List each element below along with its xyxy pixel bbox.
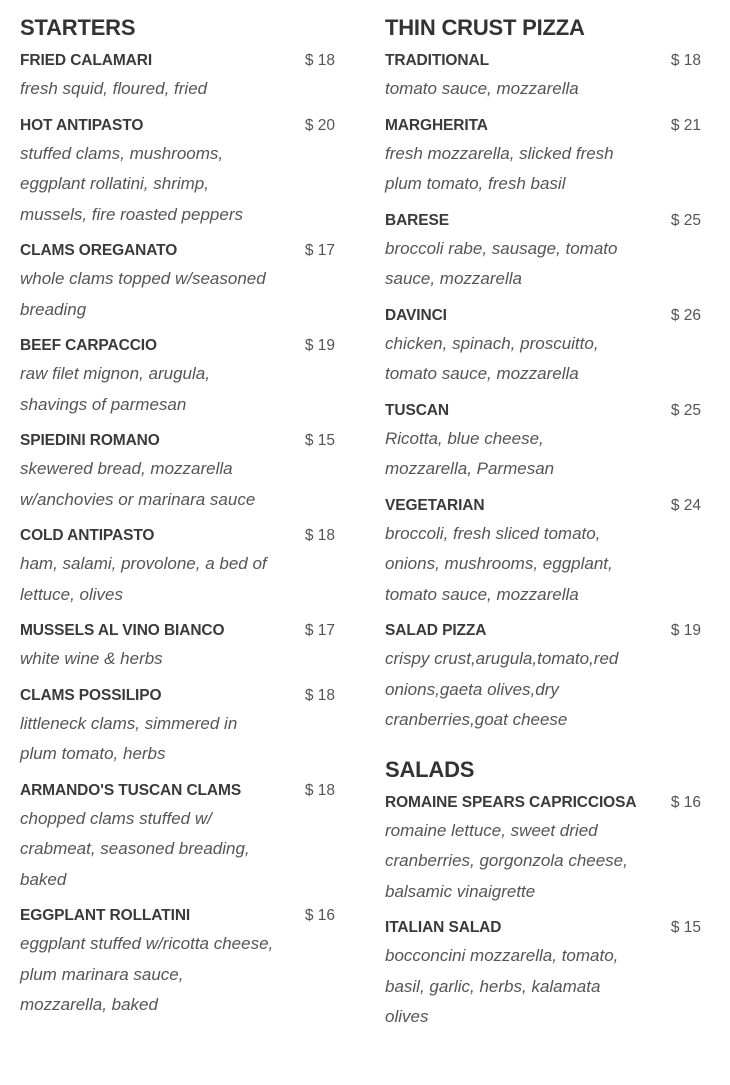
menu-item [385, 400, 701, 485]
menu-item-price: $ 16 [304, 907, 335, 924]
menu-item-name: DAVINCI [385, 306, 447, 324]
menu-item [20, 335, 335, 420]
menu-item-description: chopped clams stuffed w/ crabmeat, seasoned breading, baked [20, 808, 250, 889]
menu-item-price: $ 18 [304, 686, 335, 704]
menu-item-description: littleneck clams, simmered in plum tomato, herbs [20, 713, 238, 763]
menu-item-header [385, 50, 701, 72]
menu-item-name: BARESE [385, 211, 449, 229]
menu-item-description: stuffed clams, mushrooms, eggplant rollatini, shrimp, mussels, fire roasted peppers [20, 143, 243, 224]
menu-item-name: COLD ANTIPASTO [20, 527, 155, 544]
menu-item [20, 240, 335, 325]
menu-item-header [385, 115, 701, 137]
salads-list [385, 792, 701, 1033]
menu-item-price: $ 17 [304, 242, 335, 259]
menu-item-name: CLAMS OREGANATO [20, 242, 178, 259]
menu-item-description: Ricotta, blue cheese, mozzarella, Parmesan [385, 428, 555, 478]
menu-item-price: $ 18 [304, 52, 335, 69]
menu-item-description: ham, salami, provolone, a bed of lettuce, olives [20, 554, 267, 604]
menu-item [385, 115, 701, 200]
menu-item-description: broccoli rabe, sausage, tomato sauce, mozzarella [385, 238, 618, 288]
menu-item-name: TRADITIONAL [385, 52, 489, 69]
menu-item [20, 525, 335, 610]
menu-item-description: crispy crust,arugula,tomato,red onions,gaeta olives,dry cranberries,goat cheese [385, 649, 619, 729]
menu-item-price: $ 26 [670, 306, 701, 324]
menu-item-description: fresh mozzarella, slicked fresh plum tomato, fresh basil [385, 143, 614, 193]
menu-item-price: $ 15 [304, 432, 335, 449]
starters-heading: STARTERS [20, 15, 136, 40]
menu-item-price: $ 19 [304, 337, 335, 354]
menu-item-name: SPIEDINI ROMANO [20, 432, 160, 449]
menu-item-name: EGGPLANT ROLLATINI [20, 907, 191, 924]
menu-item-price: $ 25 [670, 401, 701, 419]
menu-item-header [20, 240, 335, 262]
menu-item [385, 917, 701, 1033]
menu-item-name: MUSSELS AL VINO BIANCO [20, 622, 225, 639]
menu-item [20, 50, 335, 105]
menu-item-header [20, 685, 335, 707]
menu-item [20, 620, 335, 675]
menu-item-header [20, 335, 335, 357]
menu-item-name: HOT ANTIPASTO [20, 116, 144, 134]
starters-list [20, 50, 335, 1021]
menu-item-header [20, 430, 335, 452]
menu-item-price: $ 15 [670, 919, 701, 936]
menu-item-description: eggplant stuffed w/ricotta cheese, plum marinara sauce, mozzarella, baked [20, 934, 274, 1014]
menu-item-price: $ 16 [670, 793, 701, 811]
menu-item-header [385, 620, 701, 642]
menu-item-price: $ 18 [670, 52, 701, 69]
menu-item-name: ITALIAN SALAD [385, 919, 502, 936]
menu-item-name: ROMAINE SPEARS CAPRICCIOSA [385, 793, 637, 811]
menu-item-header [20, 115, 335, 137]
menu-item-price: $ 18 [304, 527, 335, 544]
menu-item [20, 905, 335, 1021]
menu-item [385, 305, 701, 390]
menu-item-description: skewered bread, mozzarella w/anchovies or marinara sauce [20, 459, 256, 509]
pizza-column [385, 14, 701, 1043]
menu-item [385, 210, 701, 295]
menu-item-description: romaine lettuce, sweet dried cranberries, gorgonzola cheese, balsamic vinaigrette [385, 820, 628, 901]
menu-item-name: MARGHERITA [385, 116, 488, 134]
menu-item-name: ARMANDO'S TUSCAN CLAMS [20, 781, 242, 799]
starters-column [20, 14, 335, 1031]
menu-item [20, 780, 335, 896]
menu-item-price: $ 18 [304, 781, 335, 799]
menu-item-header [20, 525, 335, 547]
salads-heading: SALADS [385, 756, 475, 782]
pizza-heading: THIN CRUST PIZZA [385, 15, 585, 40]
menu-item-description: raw filet mignon, arugula, shavings of parmesan [20, 364, 210, 414]
menu-item-name: CLAMS POSSILIPO [20, 686, 162, 704]
menu-item-description: white wine & herbs [20, 649, 163, 668]
menu-item-description: whole clams topped w/seasoned breading [20, 269, 266, 319]
menu-item [20, 685, 335, 770]
menu-item-header [20, 905, 335, 927]
menu-item [385, 620, 701, 736]
menu-item-header [20, 620, 335, 642]
menu-item-description: fresh squid, floured, fried [20, 79, 208, 98]
menu-item-price: $ 20 [304, 116, 335, 134]
menu-item [385, 792, 701, 908]
menu-item-header [20, 50, 335, 72]
menu-item-price: $ 17 [304, 622, 335, 639]
menu-item-name: TUSCAN [385, 401, 449, 419]
menu-item-header [385, 210, 701, 232]
pizza-list [385, 50, 701, 736]
menu-item-header [385, 400, 701, 422]
menu-item-header [385, 305, 701, 327]
menu-item-price: $ 25 [670, 211, 701, 229]
menu-item-price: $ 19 [670, 622, 701, 639]
menu-item-description: tomato sauce, mozzarella [385, 79, 579, 98]
menu-item [20, 115, 335, 231]
menu-item-header [20, 780, 335, 802]
menu-item-description: bocconcini mozzarella, tomato, basil, garlic, herbs, kalamata olives [385, 946, 619, 1026]
menu-item [385, 50, 701, 105]
menu-item-name: SALAD PIZZA [385, 622, 487, 639]
menu-item-description: chicken, spinach, proscuitto, tomato sauce, mozzarella [385, 333, 599, 383]
menu-item-name: FRIED CALAMARI [20, 52, 153, 69]
menu-item-description: broccoli, fresh sliced tomato, onions, mushrooms, eggplant, tomato sauce, mozzarella [385, 523, 613, 604]
menu-item-name: VEGETARIAN [385, 496, 485, 514]
menu-item [385, 495, 701, 611]
menu-item [20, 430, 335, 515]
menu-item-name: BEEF CARPACCIO [20, 337, 157, 354]
menu-item-price: $ 24 [670, 496, 701, 514]
menu-item-header [385, 495, 701, 517]
menu-item-price: $ 21 [670, 116, 701, 134]
menu-item-header [385, 917, 701, 939]
menu-item-header [385, 792, 701, 814]
